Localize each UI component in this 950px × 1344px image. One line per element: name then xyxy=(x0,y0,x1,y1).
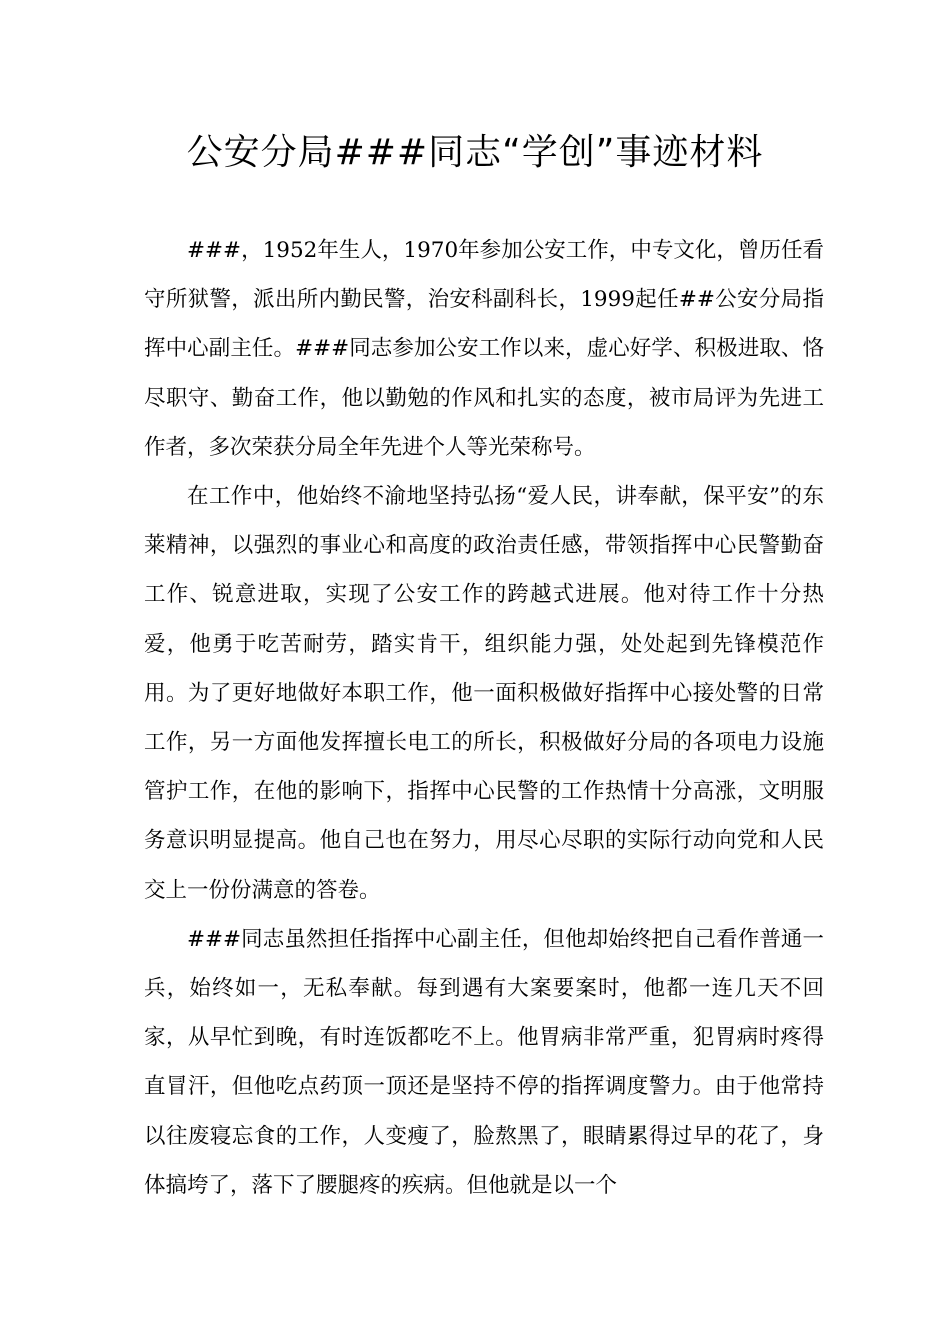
paragraph-1: ###，1952年生人，1970年参加公安工作，中专文化，曾历任看守所狱警，派出所内勤民警，治安科副科长，1999起任##公安分局指挥中心副主任。###同志参加公安工作以来，虚心好学、积极进取、恪尽职守、勤奋工作，他以勤勉的作风和扎实的态度，被市局评为先进工作者，多次荣获分局全年先进个人等光荣称号。 xyxy=(144,238,824,460)
paragraph-2: 在工作中，他始终不渝地坚持弘扬“爱人民，讲奉献，保平安”的东莱精神，以强烈的事业心和高度的政治责任感，带领指挥中心民警勤奋工作、锐意进取，实现了公安工作的跨越式进展。他对待工作十分热爱，他勇于吃苦耐劳，踏实肯干，组织能力强，处处起到先锋模范作用。为了更好地做好本职工作，他一面积极做好指挥中心接处警的日常工作，另一方面他发挥擅长电工的所长，积极做好分局的各项电力设施管护工作，在他的影响下，指挥中心民警的工作热情十分高涨，文明服务意识明显提高。他自己也在努力，用尽心尽职的实际行动向党和人民交上一份份满意的答卷。 xyxy=(144,484,824,903)
document-title: 公安分局###同志“学创”事迹材料 xyxy=(186,132,764,173)
paragraph-3: ###同志虽然担任指挥中心副主任，但他却始终把自己看作普通一兵，始终如一，无私奉献。每到遇有大案要案时，他都一连几天不回家，从早忙到晚，有时连饭都吃不上。他胃病非常严重，犯胃病时疼得直冒汗，但他吃点药顶一顶还是坚持不停的指挥调度警力。由于他常持以往废寝忘食的工作，人变瘦了，脸熬黑了，眼睛累得过早的花了，身体搞垮了，落下了腰腿疼的疾病。但他就是以一个 xyxy=(144,926,824,1198)
document-body xyxy=(144,226,824,1210)
